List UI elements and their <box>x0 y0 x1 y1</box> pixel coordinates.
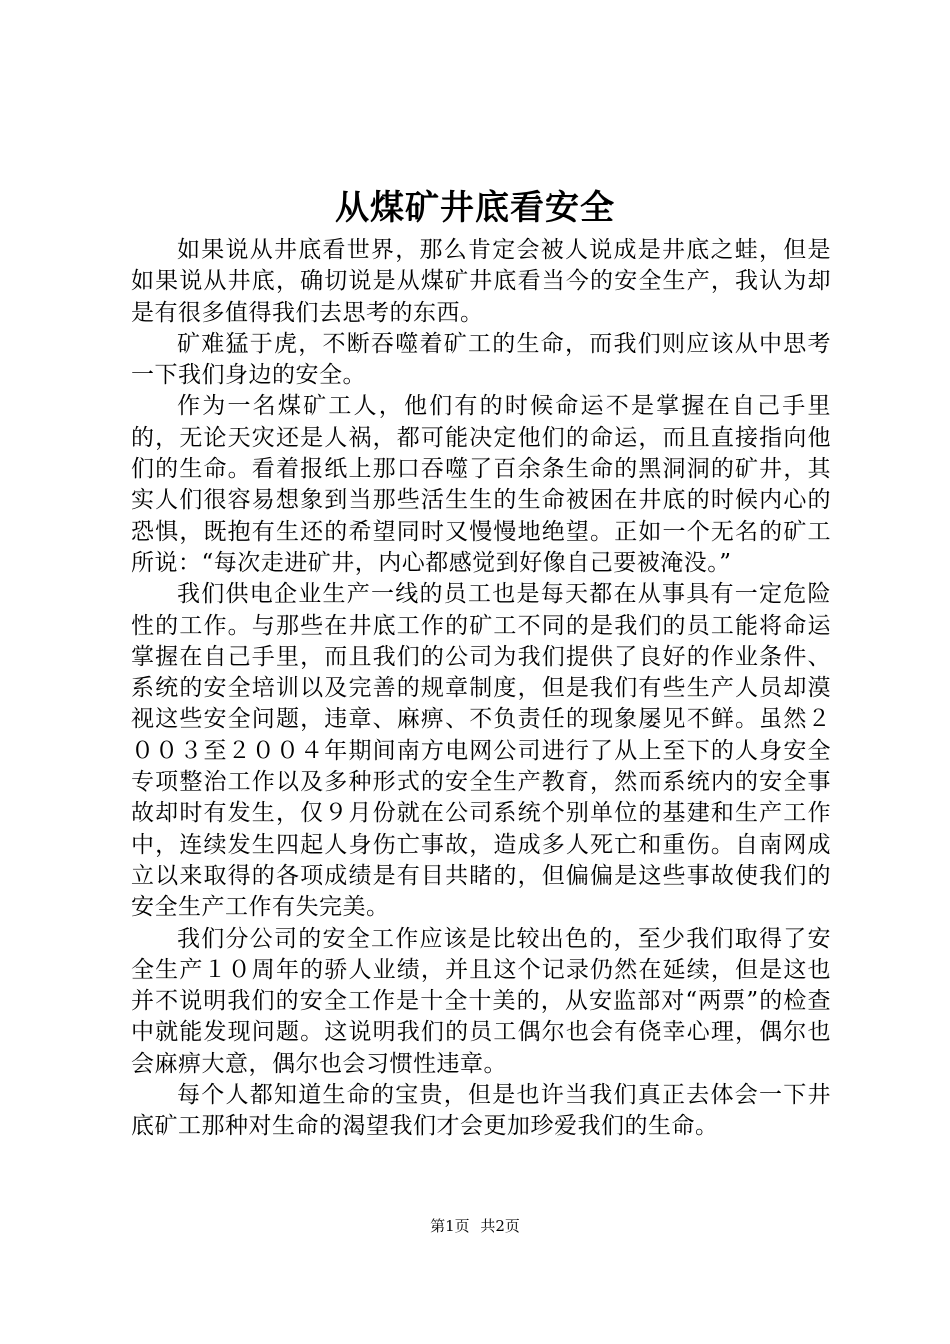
page-total: 共2页 <box>480 1217 520 1235</box>
page-footer <box>0 1216 950 1236</box>
document-body <box>131 235 831 1143</box>
paragraph-4: 我们供电企业生产一线的员工也是每天都在从事具有一定危险性的工作。与那些在井底工作的矿工不同的是我们的员工能将命运掌握在自己手里，而且我们的公司为我们提供了良好的作业条件、系统的安全培训以及完善的规章制度，但是我们有些生产人员却漠视这些安全问题，违章、麻痹、不负责任的现象屡见不鲜。虽然２００３至２００４年期间南方电网公司进行了从上至下的人身安全专项整治工作以及多种形式的安全生产教育，然而系统内的安全事故却时有发生，仅９月份就在公司系统个别单位的基建和生产工作中，连续发生四起人身伤亡事故，造成多人死亡和重伤。自南网成立以来取得的各项成绩是有目共睹的，但偏偏是这些事故使我们的安全生产工作有失完美。 <box>131 581 831 921</box>
document-title: 从煤矿井底看安全 <box>335 188 615 228</box>
paragraph-5: 我们分公司的安全工作应该是比较出色的，至少我们取得了安全生产１０周年的骄人业绩，并且这个记录仍然在延续，但是这也并不说明我们的安全工作是十全十美的，从安监部对“两票”的检查中就能发现问题。这说明我们的员工偶尔也会有侥幸心理，偶尔也会麻痹大意，偶尔也会习惯性违章。 <box>131 925 831 1077</box>
paragraph-2: 矿难猛于虎，不断吞噬着矿工的生命，而我们则应该从中思考一下我们身边的安全。 <box>131 330 831 389</box>
paragraph-3: 作为一名煤矿工人，他们有的时候命运不是掌握在自己手里的，无论天灾还是人祸，都可能决定他们的命运，而且直接指向他们的生命。看着报纸上那口吞噬了百余条生命的黑洞洞的矿井，其实人们很容易想象到当那些活生生的生命被困在井底的时候内心的恐惧，既抱有生还的希望同时又慢慢地绝望。正如一个无名的矿工所说：“每次走进矿井，内心都感觉到好像自己要被淹没。” <box>131 393 831 576</box>
paragraph-6: 每个人都知道生命的宝贵，但是也许当我们真正去体会一下井底矿工那种对生命的渴望我们才会更加珍爱我们的生命。 <box>131 1082 831 1140</box>
page-number: 第1页 <box>430 1217 470 1235</box>
paragraph-1: 如果说从井底看世界，那么肯定会被人说成是井底之蛙，但是如果说从井底，确切说是从煤矿井底看当今的安全生产，我认为却是有很多值得我们去思考的东西。 <box>131 237 831 326</box>
